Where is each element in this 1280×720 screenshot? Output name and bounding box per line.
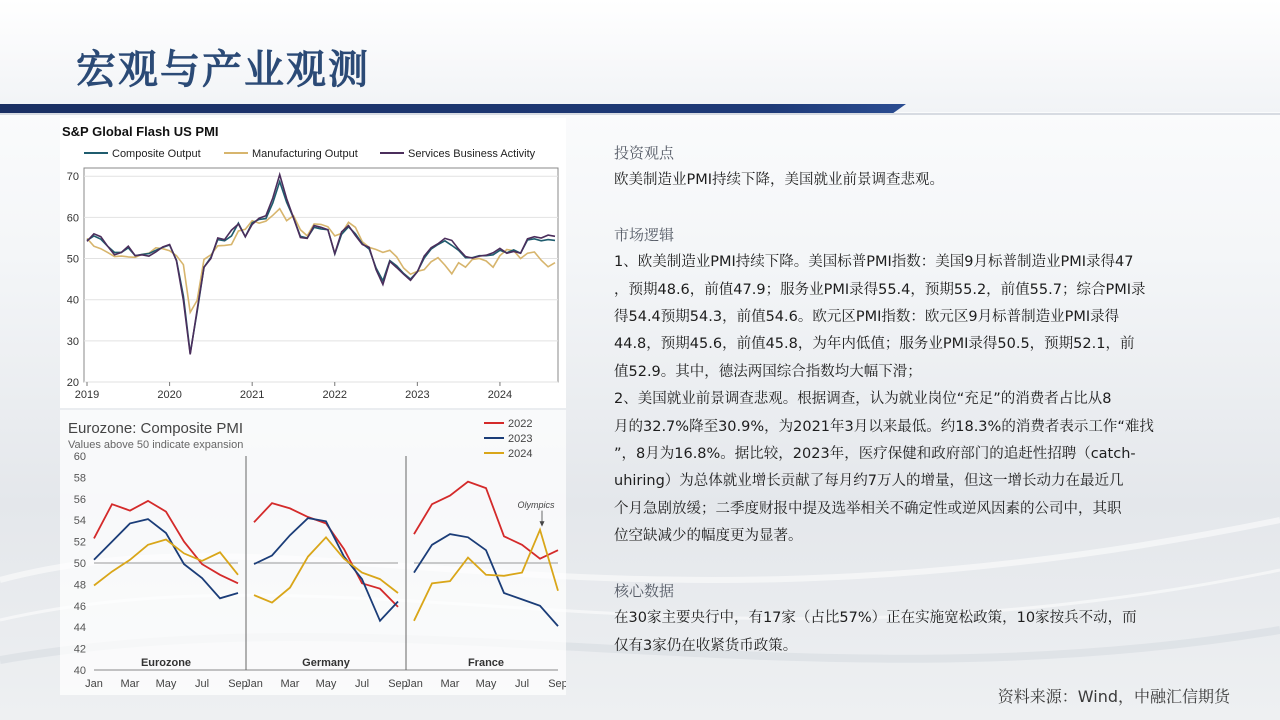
us-xtick-label: 2023 [405,389,430,401]
us-xtick-label: 2020 [157,389,182,401]
eu-xtick-label: Jul [354,678,370,690]
eurozone-pmi-svg [60,410,566,695]
eu-series-france-2022 [414,482,558,559]
investment-view-heading: 投资观点 [614,144,675,162]
us-ytick-label: 50 [66,253,79,266]
us-ytick-label: 70 [66,171,79,184]
core-data-line: 仅有3家仍在收紧货币政策。 [614,637,798,654]
us-series-manufacturing-output [87,209,555,313]
eu-ytick-label: 48 [73,579,86,592]
eu-ytick-label: 54 [73,515,86,528]
us-ytick-label: 20 [66,377,79,389]
eu-ytick-label: 60 [73,451,86,463]
eu-series-germany-2024 [254,537,398,602]
market-logic-line: ”，8月为16.8%。据比较，2023年，医疗保健和政府部门的追赶性招聘（catch- [614,446,1136,463]
eu-xtick-label: Sep [548,678,566,690]
eu-panel-label-germany: Germany [302,657,350,669]
eu-ytick-label: 50 [73,558,86,570]
us-pmi-axes [67,168,558,401]
page-title: 宏观与产业观测 [76,46,370,93]
eu-xtick-label: May [475,678,497,690]
eu-xtick-label: Sep [228,678,248,690]
eu-xtick-label: Mar [280,678,300,690]
market-logic-body [614,249,1224,550]
eurozone-pmi-legend [484,418,532,460]
us-ytick-label: 60 [66,212,79,225]
market-logic-line: 个月急剧放缓；二季度财报中提及选举相关不确定性或逆风因素的公司中，其职 [614,500,1122,517]
market-logic-line: uhiring）为总体就业增长贡献了每月约7万人的增量，但这一增长动力在最近几 [614,473,1124,490]
data-source-note: 资料来源：Wind，中融汇信期货 [997,687,1230,706]
eu-xtick-label: Jan [85,678,103,690]
eu-series-germany-2022 [254,503,398,607]
eu-xtick-label: May [155,678,177,690]
us-xtick-label: 2019 [74,389,100,401]
eurozone-pmi-chart [60,410,566,695]
eu-xtick-label: Jan [405,678,423,690]
core-data-body [614,605,1224,660]
eu-xtick-label: May [315,678,337,690]
eu-xtick-label: Jan [245,678,263,690]
legend-2023-label: 2023 [508,433,533,445]
market-logic-heading: 市场逻辑 [614,225,675,244]
eu-ytick-label: 44 [73,622,86,635]
us-xtick-label: 2021 [239,389,265,401]
eu-ytick-label: 52 [73,536,86,549]
eurozone-pmi-lines [94,482,558,626]
eu-xtick-label: Mar [440,678,460,690]
olympics-annotation: Olympics [517,500,555,511]
eu-xtick-label: Sep [388,678,408,690]
eu-panel-label-eurozone: Eurozone [140,657,192,669]
market-logic-line: ，预期48.6，前值47.9；服务业PMI录得55.4，预期55.2，前值55.7；综合PMI录 [614,281,1146,298]
market-logic-line: 得54.4预期54.3，前值54.6。欧元区PMI指数：欧元区9月标普制造业PMI录得 [614,309,1120,326]
eu-ytick-label: 42 [73,643,86,656]
eurozone-pmi-title: Eurozone: Composite PMI [68,420,244,437]
legend-composite-label: Composite Output [112,148,201,160]
us-pmi-svg [60,118,566,408]
investment-view-body: 欧美制造业PMI持续下降，美国就业前景调查悲观。 [614,172,945,189]
eu-ytick-label: 40 [73,665,86,677]
us-pmi-lines [87,175,555,355]
legend-2022-label: 2022 [508,418,533,430]
us-pmi-legend [84,148,536,160]
core-data-line: 在30家主要央行中，有17家（占比57%）正在实施宽松政策，10家按兵不动，而 [614,610,1137,627]
eu-xtick-label: Jul [514,678,530,690]
legend-services-label: Services Business Activity [408,148,536,160]
eurozone-pmi-axes [74,451,566,690]
market-logic-line: 1、欧美制造业PMI持续下降。美国标普PMI指数：美国9月标普制造业PMI录得47 [614,254,1134,271]
us-plot-frame [84,168,558,382]
eu-ytick-label: 58 [73,472,86,485]
eu-series-france-2023 [414,534,558,626]
market-logic-line: 2、美国就业前景调查悲观。根据调查，认为就业岗位“充足”的消费者占比从8 [614,391,1112,408]
eu-xtick-label: Mar [120,678,140,690]
us-series-composite-output [87,182,555,354]
eu-series-germany-2023 [254,518,398,621]
title-underline-bar [0,104,906,113]
us-pmi-title: S&P Global Flash US PMI [62,124,219,139]
market-logic-line: 值52.9。其中，德法两国综合指数均大幅下滑； [614,363,922,380]
eu-series-eurozone-2022 [94,501,238,583]
us-xtick-label: 2024 [487,389,513,401]
market-logic-line: 44.8，预期45.6，前值45.8，为年内低值；服务业PMI录得50.5，预期52.1，前 [614,336,1135,353]
us-xtick-label: 2022 [322,389,348,401]
us-series-services-business-activity [87,175,555,355]
eu-panel-label-france: France [467,657,505,669]
eu-ytick-label: 46 [73,600,86,613]
us-ytick-label: 40 [66,294,79,307]
core-data-heading: 核心数据 [614,581,675,600]
title-underline-shadow [0,113,1280,115]
market-logic-line: 月的32.7%降至30.9%，为2021年3月以来最低。约18.3%的消费者表示工作“难找 [614,418,1154,435]
commentary-panel [614,140,1224,660]
us-ytick-label: 30 [66,335,79,348]
market-logic-line: 位空缺减少的幅度更为显著。 [614,528,803,545]
eurozone-pmi-subtitle: Values above 50 indicate expansion [68,439,244,451]
eu-series-eurozone-2023 [94,519,238,598]
legend-manufacturing-label: Manufacturing Output [252,148,358,160]
us-pmi-chart [60,118,566,408]
eu-xtick-label: Jul [194,678,210,690]
olympics-annotation-arrowhead [540,521,545,526]
eu-ytick-label: 56 [73,493,86,506]
legend-2024-label: 2024 [508,448,533,460]
